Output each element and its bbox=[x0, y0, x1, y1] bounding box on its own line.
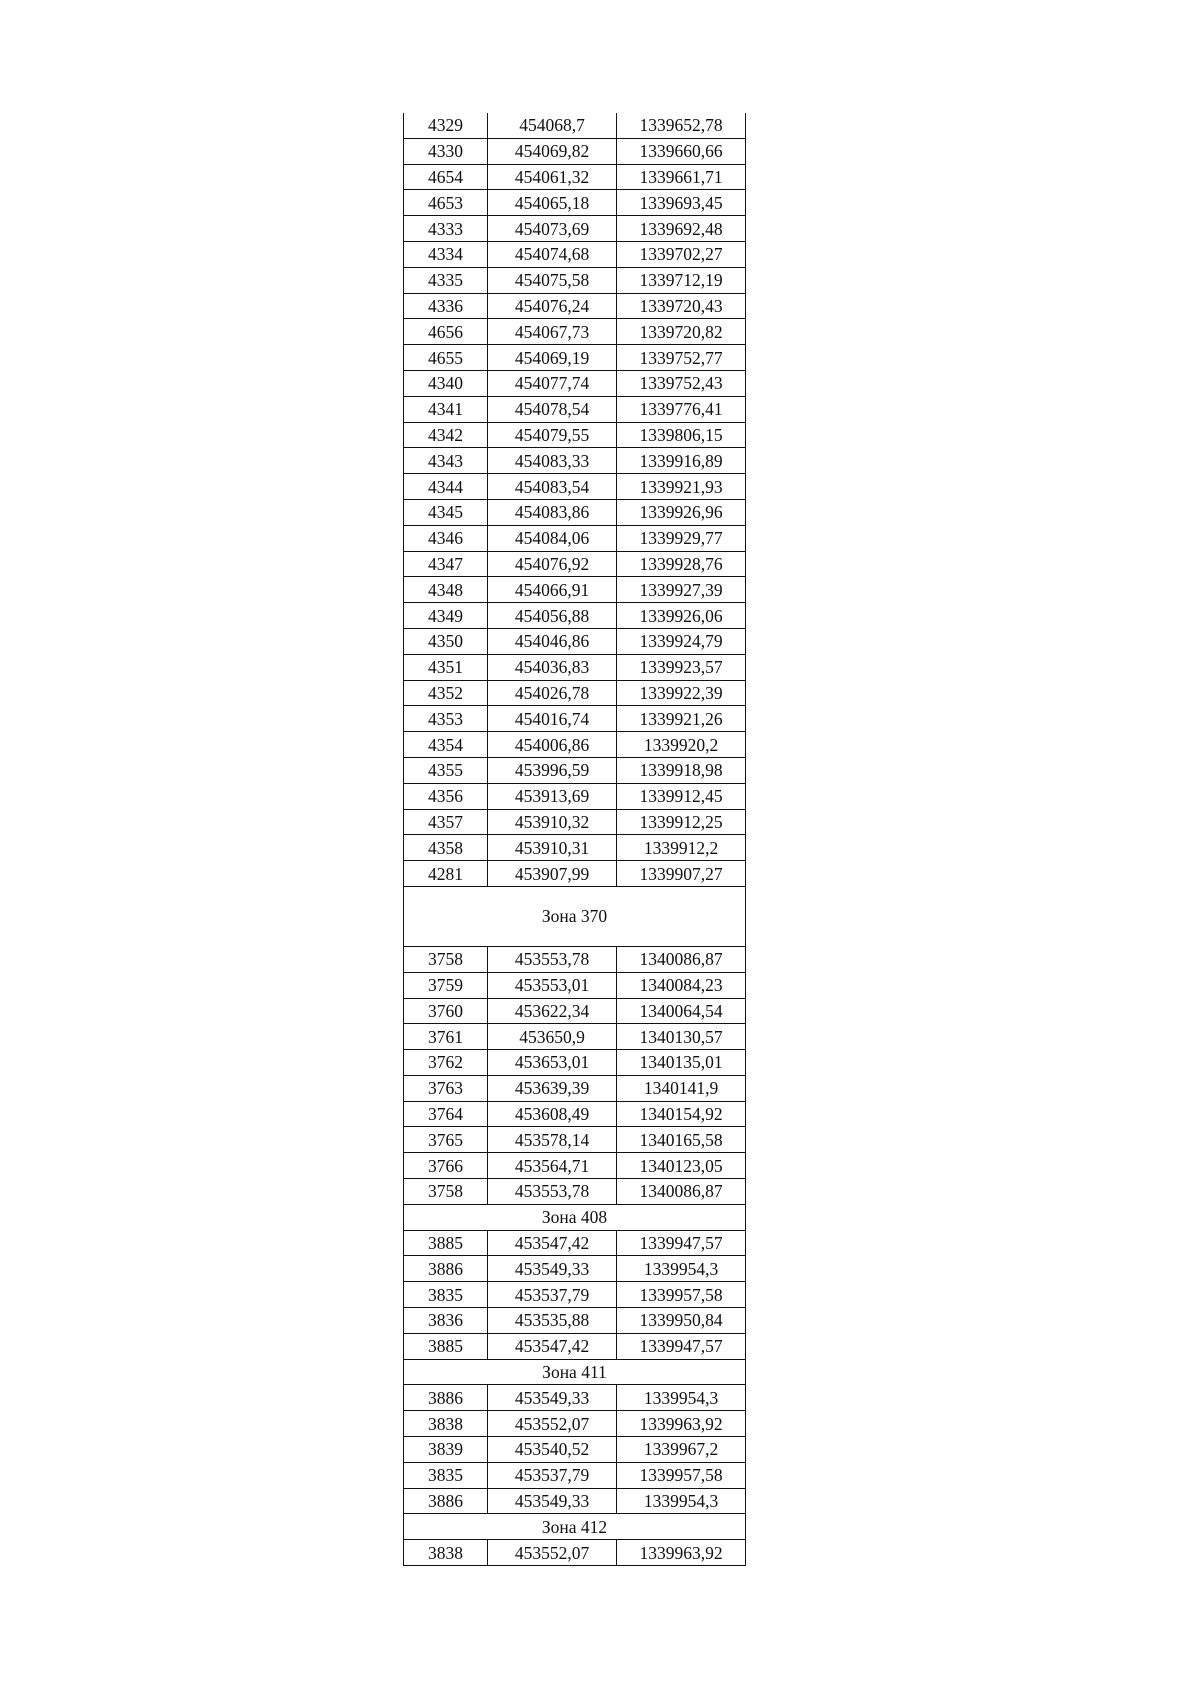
y-coordinate-cell: 1339921,26 bbox=[617, 706, 746, 732]
y-coordinate-cell: 1340135,01 bbox=[617, 1050, 746, 1076]
table-row bbox=[404, 809, 746, 835]
point-number-cell: 4346 bbox=[404, 525, 488, 551]
x-coordinate-cell: 454077,74 bbox=[488, 370, 617, 396]
table-row bbox=[404, 1101, 746, 1127]
table-row bbox=[404, 946, 746, 972]
table-row bbox=[404, 164, 746, 190]
point-number-cell: 3838 bbox=[404, 1540, 488, 1566]
table-row bbox=[404, 1437, 746, 1463]
y-coordinate-cell: 1339928,76 bbox=[617, 551, 746, 577]
y-coordinate-cell: 1339927,39 bbox=[617, 577, 746, 603]
x-coordinate-cell: 454036,83 bbox=[488, 654, 617, 680]
table-row bbox=[404, 1230, 746, 1256]
point-number-cell: 3886 bbox=[404, 1488, 488, 1514]
x-coordinate-cell: 453549,33 bbox=[488, 1385, 617, 1411]
x-coordinate-cell: 453552,07 bbox=[488, 1411, 617, 1437]
point-number-cell: 4341 bbox=[404, 396, 488, 422]
point-number-cell: 3835 bbox=[404, 1282, 488, 1308]
y-coordinate-cell: 1339912,2 bbox=[617, 835, 746, 861]
table-row bbox=[404, 499, 746, 525]
table-row bbox=[404, 1050, 746, 1076]
x-coordinate-cell: 453578,14 bbox=[488, 1127, 617, 1153]
x-coordinate-cell: 454083,86 bbox=[488, 499, 617, 525]
table-row bbox=[404, 525, 746, 551]
y-coordinate-cell: 1340154,92 bbox=[617, 1101, 746, 1127]
table-row bbox=[404, 861, 746, 887]
x-coordinate-cell: 454046,86 bbox=[488, 628, 617, 654]
y-coordinate-cell: 1340165,58 bbox=[617, 1127, 746, 1153]
point-number-cell: 4352 bbox=[404, 680, 488, 706]
x-coordinate-cell: 454083,33 bbox=[488, 448, 617, 474]
y-coordinate-cell: 1339702,27 bbox=[617, 241, 746, 267]
point-number-cell: 4335 bbox=[404, 267, 488, 293]
y-coordinate-cell: 1339957,58 bbox=[617, 1282, 746, 1308]
zone-header-row bbox=[404, 1359, 746, 1385]
zone-label: Зона 370 bbox=[404, 886, 746, 946]
point-number-cell: 4654 bbox=[404, 164, 488, 190]
x-coordinate-cell: 453910,32 bbox=[488, 809, 617, 835]
table-row bbox=[404, 396, 746, 422]
table-row bbox=[404, 138, 746, 164]
table-row bbox=[404, 267, 746, 293]
table-row bbox=[404, 1179, 746, 1205]
x-coordinate-cell: 454067,73 bbox=[488, 319, 617, 345]
x-coordinate-cell: 453639,39 bbox=[488, 1075, 617, 1101]
y-coordinate-cell: 1339922,39 bbox=[617, 680, 746, 706]
point-number-cell: 3885 bbox=[404, 1230, 488, 1256]
table-row bbox=[404, 474, 746, 500]
point-number-cell: 3885 bbox=[404, 1333, 488, 1359]
point-number-cell: 3835 bbox=[404, 1462, 488, 1488]
x-coordinate-cell: 454016,74 bbox=[488, 706, 617, 732]
y-coordinate-cell: 1339924,79 bbox=[617, 628, 746, 654]
y-coordinate-cell: 1339926,06 bbox=[617, 603, 746, 629]
table-row bbox=[404, 732, 746, 758]
coordinates-table bbox=[403, 113, 746, 1566]
x-coordinate-cell: 454006,86 bbox=[488, 732, 617, 758]
x-coordinate-cell: 454066,91 bbox=[488, 577, 617, 603]
point-number-cell: 4656 bbox=[404, 319, 488, 345]
y-coordinate-cell: 1339967,2 bbox=[617, 1437, 746, 1463]
table-row bbox=[404, 706, 746, 732]
zone-label: Зона 411 bbox=[404, 1359, 746, 1385]
y-coordinate-cell: 1339692,48 bbox=[617, 216, 746, 242]
x-coordinate-cell: 454056,88 bbox=[488, 603, 617, 629]
point-number-cell: 4329 bbox=[404, 113, 488, 138]
point-number-cell: 4330 bbox=[404, 138, 488, 164]
table-row bbox=[404, 835, 746, 861]
y-coordinate-cell: 1339963,92 bbox=[617, 1411, 746, 1437]
table-row bbox=[404, 680, 746, 706]
x-coordinate-cell: 454061,32 bbox=[488, 164, 617, 190]
point-number-cell: 4344 bbox=[404, 474, 488, 500]
table-row bbox=[404, 293, 746, 319]
y-coordinate-cell: 1339954,3 bbox=[617, 1256, 746, 1282]
table-row bbox=[404, 1308, 746, 1334]
table-row bbox=[404, 1333, 746, 1359]
y-coordinate-cell: 1339720,82 bbox=[617, 319, 746, 345]
x-coordinate-cell: 453552,07 bbox=[488, 1540, 617, 1566]
y-coordinate-cell: 1339923,57 bbox=[617, 654, 746, 680]
point-number-cell: 4336 bbox=[404, 293, 488, 319]
y-coordinate-cell: 1339921,93 bbox=[617, 474, 746, 500]
y-coordinate-cell: 1339907,27 bbox=[617, 861, 746, 887]
zone-header-row bbox=[404, 886, 746, 946]
table-row bbox=[404, 577, 746, 603]
y-coordinate-cell: 1339752,77 bbox=[617, 345, 746, 371]
table-row bbox=[404, 241, 746, 267]
x-coordinate-cell: 453537,79 bbox=[488, 1462, 617, 1488]
x-coordinate-cell: 454026,78 bbox=[488, 680, 617, 706]
zone-header-row bbox=[404, 1514, 746, 1540]
point-number-cell: 4334 bbox=[404, 241, 488, 267]
point-number-cell: 3836 bbox=[404, 1308, 488, 1334]
point-number-cell: 4353 bbox=[404, 706, 488, 732]
x-coordinate-cell: 453622,34 bbox=[488, 998, 617, 1024]
y-coordinate-cell: 1339954,3 bbox=[617, 1488, 746, 1514]
table-row bbox=[404, 448, 746, 474]
table-row bbox=[404, 1385, 746, 1411]
point-number-cell: 3886 bbox=[404, 1256, 488, 1282]
table-row bbox=[404, 972, 746, 998]
y-coordinate-cell: 1339947,57 bbox=[617, 1230, 746, 1256]
point-number-cell: 3761 bbox=[404, 1024, 488, 1050]
x-coordinate-cell: 454078,54 bbox=[488, 396, 617, 422]
point-number-cell: 4355 bbox=[404, 757, 488, 783]
y-coordinate-cell: 1339957,58 bbox=[617, 1462, 746, 1488]
x-coordinate-cell: 454083,54 bbox=[488, 474, 617, 500]
table-row bbox=[404, 1282, 746, 1308]
y-coordinate-cell: 1340086,87 bbox=[617, 1179, 746, 1205]
x-coordinate-cell: 454068,7 bbox=[488, 113, 617, 138]
point-number-cell: 4653 bbox=[404, 190, 488, 216]
point-number-cell: 4358 bbox=[404, 835, 488, 861]
point-number-cell: 4342 bbox=[404, 422, 488, 448]
coordinates-table-body bbox=[404, 113, 746, 1566]
table-row bbox=[404, 1153, 746, 1179]
table-row bbox=[404, 757, 746, 783]
point-number-cell: 3886 bbox=[404, 1385, 488, 1411]
x-coordinate-cell: 453535,88 bbox=[488, 1308, 617, 1334]
point-number-cell: 3838 bbox=[404, 1411, 488, 1437]
table-row bbox=[404, 422, 746, 448]
y-coordinate-cell: 1339912,25 bbox=[617, 809, 746, 835]
x-coordinate-cell: 454069,82 bbox=[488, 138, 617, 164]
zone-label: Зона 408 bbox=[404, 1204, 746, 1230]
x-coordinate-cell: 454076,92 bbox=[488, 551, 617, 577]
x-coordinate-cell: 453553,01 bbox=[488, 972, 617, 998]
x-coordinate-cell: 453547,42 bbox=[488, 1333, 617, 1359]
point-number-cell: 4333 bbox=[404, 216, 488, 242]
x-coordinate-cell: 453553,78 bbox=[488, 1179, 617, 1205]
table-row bbox=[404, 1075, 746, 1101]
point-number-cell: 3758 bbox=[404, 1179, 488, 1205]
point-number-cell: 3760 bbox=[404, 998, 488, 1024]
point-number-cell: 4356 bbox=[404, 783, 488, 809]
y-coordinate-cell: 1339916,89 bbox=[617, 448, 746, 474]
point-number-cell: 4348 bbox=[404, 577, 488, 603]
table-row bbox=[404, 1127, 746, 1153]
y-coordinate-cell: 1339693,45 bbox=[617, 190, 746, 216]
x-coordinate-cell: 453540,52 bbox=[488, 1437, 617, 1463]
x-coordinate-cell: 453650,9 bbox=[488, 1024, 617, 1050]
x-coordinate-cell: 454073,69 bbox=[488, 216, 617, 242]
x-coordinate-cell: 453608,49 bbox=[488, 1101, 617, 1127]
x-coordinate-cell: 453537,79 bbox=[488, 1282, 617, 1308]
x-coordinate-cell: 454076,24 bbox=[488, 293, 617, 319]
point-number-cell: 3839 bbox=[404, 1437, 488, 1463]
point-number-cell: 4354 bbox=[404, 732, 488, 758]
y-coordinate-cell: 1339963,92 bbox=[617, 1540, 746, 1566]
x-coordinate-cell: 453653,01 bbox=[488, 1050, 617, 1076]
x-coordinate-cell: 454065,18 bbox=[488, 190, 617, 216]
point-number-cell: 4655 bbox=[404, 345, 488, 371]
point-number-cell: 3759 bbox=[404, 972, 488, 998]
y-coordinate-cell: 1339954,3 bbox=[617, 1385, 746, 1411]
point-number-cell: 4357 bbox=[404, 809, 488, 835]
point-number-cell: 4345 bbox=[404, 499, 488, 525]
table-row bbox=[404, 628, 746, 654]
table-row bbox=[404, 998, 746, 1024]
point-number-cell: 4350 bbox=[404, 628, 488, 654]
x-coordinate-cell: 453913,69 bbox=[488, 783, 617, 809]
point-number-cell: 4340 bbox=[404, 370, 488, 396]
zone-header-row bbox=[404, 1204, 746, 1230]
y-coordinate-cell: 1339712,19 bbox=[617, 267, 746, 293]
y-coordinate-cell: 1339918,98 bbox=[617, 757, 746, 783]
point-number-cell: 3763 bbox=[404, 1075, 488, 1101]
point-number-cell: 3764 bbox=[404, 1101, 488, 1127]
table-row bbox=[404, 603, 746, 629]
point-number-cell: 3765 bbox=[404, 1127, 488, 1153]
x-coordinate-cell: 453564,71 bbox=[488, 1153, 617, 1179]
table-row bbox=[404, 1256, 746, 1282]
point-number-cell: 4351 bbox=[404, 654, 488, 680]
table-row bbox=[404, 1488, 746, 1514]
y-coordinate-cell: 1339947,57 bbox=[617, 1333, 746, 1359]
x-coordinate-cell: 453910,31 bbox=[488, 835, 617, 861]
y-coordinate-cell: 1339661,71 bbox=[617, 164, 746, 190]
y-coordinate-cell: 1339660,66 bbox=[617, 138, 746, 164]
y-coordinate-cell: 1339929,77 bbox=[617, 525, 746, 551]
x-coordinate-cell: 453547,42 bbox=[488, 1230, 617, 1256]
table-row bbox=[404, 1540, 746, 1566]
x-coordinate-cell: 454075,58 bbox=[488, 267, 617, 293]
table-row bbox=[404, 654, 746, 680]
y-coordinate-cell: 1339652,78 bbox=[617, 113, 746, 138]
table-row bbox=[404, 1462, 746, 1488]
y-coordinate-cell: 1339950,84 bbox=[617, 1308, 746, 1334]
x-coordinate-cell: 453549,33 bbox=[488, 1488, 617, 1514]
y-coordinate-cell: 1340084,23 bbox=[617, 972, 746, 998]
x-coordinate-cell: 453996,59 bbox=[488, 757, 617, 783]
x-coordinate-cell: 454084,06 bbox=[488, 525, 617, 551]
x-coordinate-cell: 453553,78 bbox=[488, 946, 617, 972]
y-coordinate-cell: 1340141,9 bbox=[617, 1075, 746, 1101]
y-coordinate-cell: 1340064,54 bbox=[617, 998, 746, 1024]
y-coordinate-cell: 1339912,45 bbox=[617, 783, 746, 809]
y-coordinate-cell: 1339752,43 bbox=[617, 370, 746, 396]
x-coordinate-cell: 454079,55 bbox=[488, 422, 617, 448]
y-coordinate-cell: 1339926,96 bbox=[617, 499, 746, 525]
point-number-cell: 3758 bbox=[404, 946, 488, 972]
point-number-cell: 3766 bbox=[404, 1153, 488, 1179]
table-row bbox=[404, 190, 746, 216]
point-number-cell: 4343 bbox=[404, 448, 488, 474]
y-coordinate-cell: 1339776,41 bbox=[617, 396, 746, 422]
table-row bbox=[404, 319, 746, 345]
x-coordinate-cell: 453907,99 bbox=[488, 861, 617, 887]
y-coordinate-cell: 1340123,05 bbox=[617, 1153, 746, 1179]
table-row bbox=[404, 783, 746, 809]
table-row bbox=[404, 370, 746, 396]
point-number-cell: 4347 bbox=[404, 551, 488, 577]
x-coordinate-cell: 454069,19 bbox=[488, 345, 617, 371]
y-coordinate-cell: 1340130,57 bbox=[617, 1024, 746, 1050]
point-number-cell: 4349 bbox=[404, 603, 488, 629]
y-coordinate-cell: 1339806,15 bbox=[617, 422, 746, 448]
table-row bbox=[404, 1411, 746, 1437]
table-row bbox=[404, 345, 746, 371]
point-number-cell: 4281 bbox=[404, 861, 488, 887]
y-coordinate-cell: 1339920,2 bbox=[617, 732, 746, 758]
table-row bbox=[404, 216, 746, 242]
point-number-cell: 3762 bbox=[404, 1050, 488, 1076]
y-coordinate-cell: 1339720,43 bbox=[617, 293, 746, 319]
table-row bbox=[404, 1024, 746, 1050]
table-row bbox=[404, 551, 746, 577]
x-coordinate-cell: 453549,33 bbox=[488, 1256, 617, 1282]
zone-label: Зона 412 bbox=[404, 1514, 746, 1540]
x-coordinate-cell: 454074,68 bbox=[488, 241, 617, 267]
table-row bbox=[404, 113, 746, 138]
y-coordinate-cell: 1340086,87 bbox=[617, 946, 746, 972]
